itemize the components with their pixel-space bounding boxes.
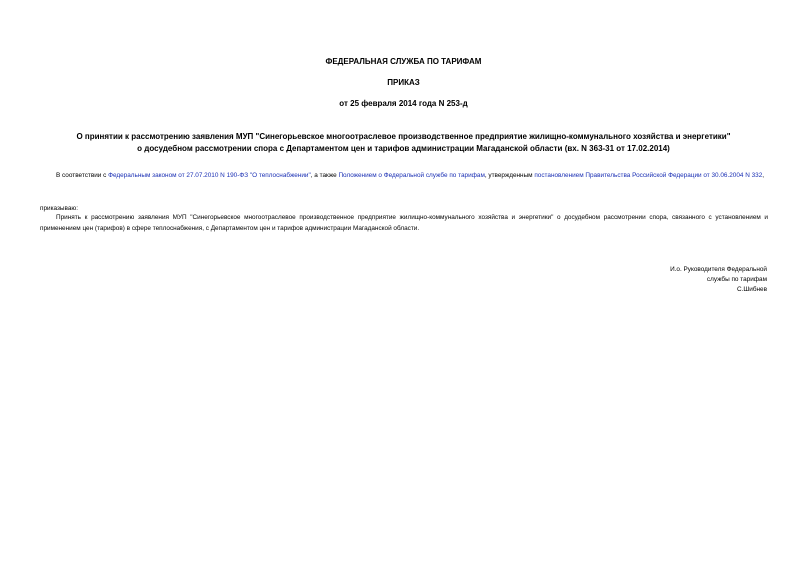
preamble-text-1: В соответствии с	[56, 172, 109, 179]
document-type: ПРИКАЗ	[387, 78, 420, 87]
document-subject	[40, 131, 767, 155]
signatory-position-line-2: службы по тарифам	[706, 276, 767, 284]
signatory-position-line-1: И.о. Руководителя Федеральной	[670, 266, 767, 273]
heat-supply-law-link[interactable]: Федеральным законом от 27.07.2010 N 190-ФЗ "О теплоснабжении"	[108, 172, 311, 179]
issuing-authority: ФЕДЕРАЛЬНАЯ СЛУЖБА ПО ТАРИФАМ	[325, 57, 482, 66]
fst-regulation-link[interactable]: Положением о Федеральной службе по тарифам	[338, 172, 485, 179]
preamble-text-3: , утвержденным	[484, 172, 535, 179]
subject-line-2: о досудебном рассмотрении спора с Департаментом цен и тарифов администрации Магаданской области (вх. N 363-31 от 17.02.2014)	[137, 144, 670, 153]
signature-block	[670, 265, 767, 296]
document-date-number: от 25 февраля 2014 года N 253-д	[339, 99, 468, 108]
signatory-name: С.Шибнев	[737, 286, 767, 294]
government-decree-link[interactable]: постановлением Правительства Российской Федерации от 30.06.2004 N 332	[534, 172, 763, 179]
preamble-paragraph	[40, 171, 768, 182]
preamble-text-4: ,	[762, 172, 765, 179]
orders-label: приказываю:	[40, 205, 78, 212]
preamble-text-2: , а также	[310, 172, 339, 179]
subject-line-1: О принятии к рассмотрению заявления МУП "Синегорьевское многоотраслевое производственное предприятие жилищно-коммунального хозяйства и энергетики"	[76, 132, 731, 141]
order-paragraph: Принять к рассмотрению заявления МУП "Синегорьевское многоотраслевое производственное предприятие жилищно-коммунального хозяйства и энергетики" о досудебном рассмотрении спора, связанного с установлением и применением цен (тарифов) в сфере теплоснабжения, с Департаментом цен и тарифов администрации Магаданской области.	[40, 214, 768, 232]
